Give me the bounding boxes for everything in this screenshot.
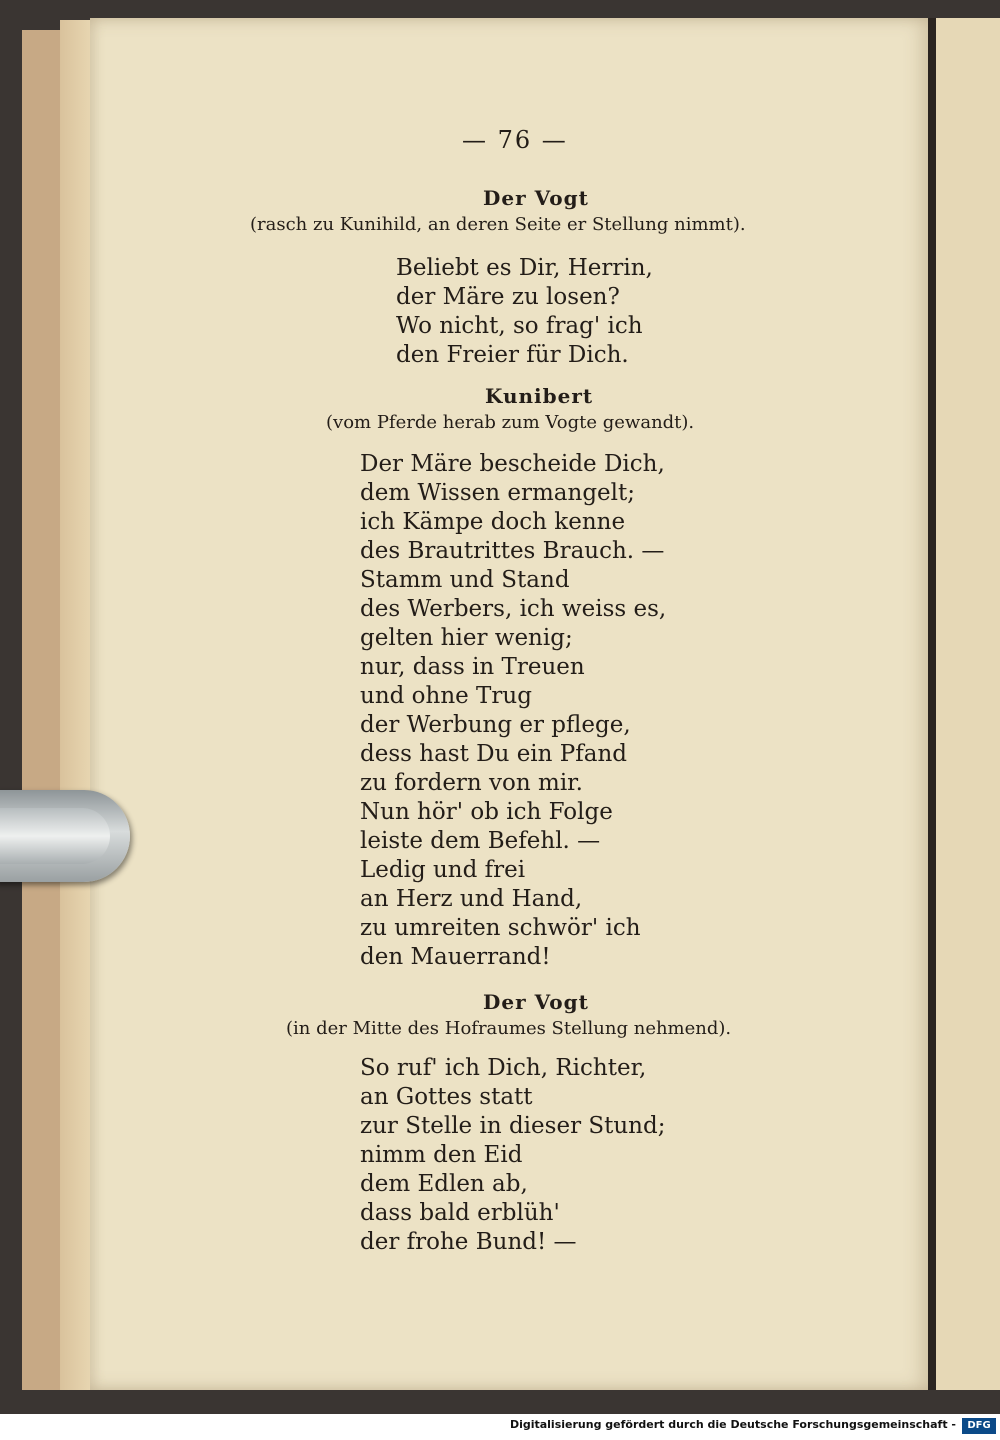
- funding-notice: Digitalisierung gefördert durch die Deutsche Forschungsgemeinschaft -: [509, 1418, 956, 1431]
- verse-line: Der Märe bescheide Dich,: [360, 451, 665, 477]
- verse-line: Wo nicht, so frag' ich: [396, 313, 643, 339]
- verse-line: dess hast Du ein Pfand: [360, 741, 628, 767]
- verse-line: gelten hier wenig;: [360, 625, 573, 651]
- speaker-name: Der Vogt: [483, 990, 589, 1014]
- verse-line: nur, dass in Treuen: [360, 654, 585, 680]
- verse-line: der Werbung er pflege,: [360, 712, 631, 738]
- page-number: — 76 —: [462, 126, 568, 154]
- book-page-edges: [60, 20, 94, 1390]
- verse-line: dem Edlen ab,: [360, 1171, 528, 1197]
- facing-page-edge: [936, 18, 1000, 1390]
- verse-block: [360, 1054, 665, 1257]
- book-cover-board: [22, 30, 62, 1390]
- verse-line: Stamm und Stand: [360, 567, 570, 593]
- verse-line: Ledig und frei: [360, 857, 526, 883]
- footer-bar: [0, 1414, 1000, 1440]
- verse-line: an Gottes statt: [360, 1084, 533, 1110]
- verse-line: nimm den Eid: [360, 1142, 523, 1168]
- verse-line: Nun hör' ob ich Folge: [360, 799, 613, 825]
- verse-line: zur Stelle in dieser Stund;: [360, 1113, 666, 1139]
- stage-direction: (in der Mitte des Hofraumes Stellung nehmend).: [286, 1018, 732, 1039]
- verse-line: So ruf' ich Dich, Richter,: [360, 1055, 647, 1081]
- verse-line: ich Kämpe doch kenne: [360, 509, 626, 535]
- verse-line: den Mauerrand!: [360, 944, 551, 970]
- verse-line: leiste dem Befehl. —: [360, 828, 601, 854]
- verse-line: der frohe Bund! —: [360, 1229, 577, 1255]
- speaker-name: Kunibert: [485, 384, 594, 408]
- verse-line: Beliebt es Dir, Herrin,: [396, 255, 653, 281]
- stage-direction: (rasch zu Kunihild, an deren Seite er Stellung nimmt).: [250, 214, 746, 235]
- page-clip-highlight: [0, 808, 110, 864]
- verse-line: der Märe zu losen?: [396, 284, 620, 310]
- book-gutter: [928, 18, 936, 1390]
- verse-line: des Brautrittes Brauch. —: [360, 538, 665, 564]
- verse-line: dem Wissen ermangelt;: [360, 480, 636, 506]
- verse-line: des Werbers, ich weiss es,: [360, 596, 667, 622]
- verse-line: den Freier für Dich.: [396, 342, 629, 368]
- dfg-logo: DFG: [962, 1418, 996, 1434]
- verse-block: [360, 450, 666, 972]
- speaker-name: Der Vogt: [483, 186, 589, 210]
- verse-line: und ohne Trug: [360, 683, 532, 709]
- verse-line: zu fordern von mir.: [360, 770, 583, 796]
- verse-line: zu umreiten schwör' ich: [360, 915, 641, 941]
- verse-line: an Herz und Hand,: [360, 886, 583, 912]
- verse-line: dass bald erblüh': [360, 1200, 560, 1226]
- verse-block: [396, 254, 653, 370]
- stage-direction: (vom Pferde herab zum Vogte gewandt).: [326, 412, 695, 433]
